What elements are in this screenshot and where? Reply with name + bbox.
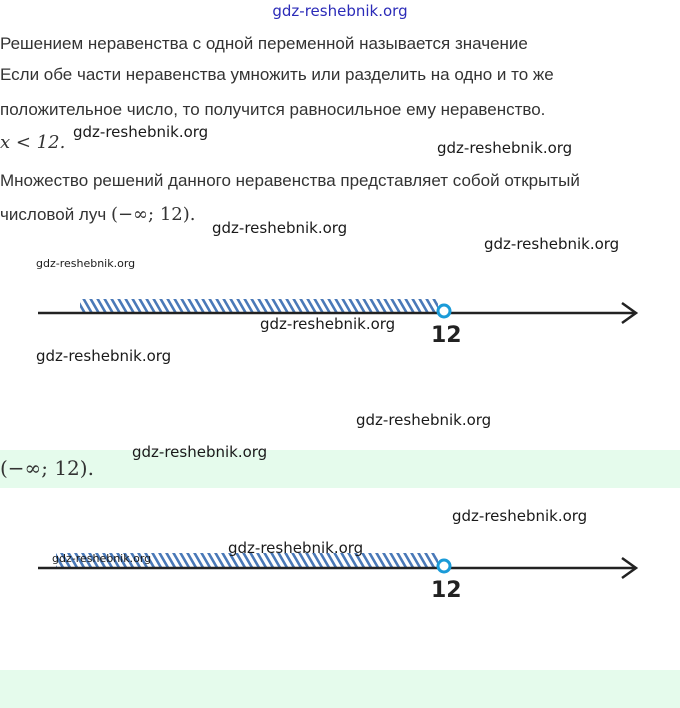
watermark: gdz-reshebnik.org: [260, 315, 396, 333]
watermark: gdz-reshebnik.org: [36, 347, 172, 365]
point-label: 12: [431, 323, 462, 348]
site-header-link[interactable]: gdz-reshebnik.org: [272, 2, 408, 20]
open-point: [438, 560, 450, 572]
answer-band: [0, 450, 680, 488]
answer-interval: (−∞; 12).: [0, 456, 94, 480]
watermark: gdz-reshebnik.org: [452, 507, 588, 525]
watermark: gdz-reshebnik.org: [484, 235, 620, 253]
answer-band-bottom: [0, 670, 680, 708]
shaded-region: [80, 299, 438, 313]
watermark: gdz-reshebnik.org: [73, 123, 209, 141]
watermark: gdz-reshebnik.org: [212, 219, 348, 237]
point-label: 12: [431, 578, 462, 603]
solution-set-text-line2: [0, 204, 196, 226]
rule-text-line1: Если обе части неравенства умножить или разделить на одно и то же: [0, 65, 554, 84]
ray-label: числовой луч: [0, 205, 107, 224]
watermark: gdz-reshebnik.org: [52, 552, 152, 565]
interval-notation: (−∞; 12).: [110, 204, 196, 225]
rule-text-line2: положительное число, то получится равносильное ему неравенство.: [0, 100, 546, 119]
open-point: [438, 305, 450, 317]
watermark: gdz-reshebnik.org: [437, 139, 573, 157]
solution-set-text-line1: Множество решений данного неравенства представляет собой открытый: [0, 171, 580, 190]
watermark: gdz-reshebnik.org: [228, 539, 364, 557]
definition-text: Решением неравенства с одной переменной называется значение: [0, 34, 528, 53]
watermark: gdz-reshebnik.org: [356, 411, 492, 429]
inequality-expression: x < 12.: [0, 132, 66, 153]
watermark: gdz-reshebnik.org: [36, 257, 136, 270]
watermark: gdz-reshebnik.org: [132, 443, 268, 461]
